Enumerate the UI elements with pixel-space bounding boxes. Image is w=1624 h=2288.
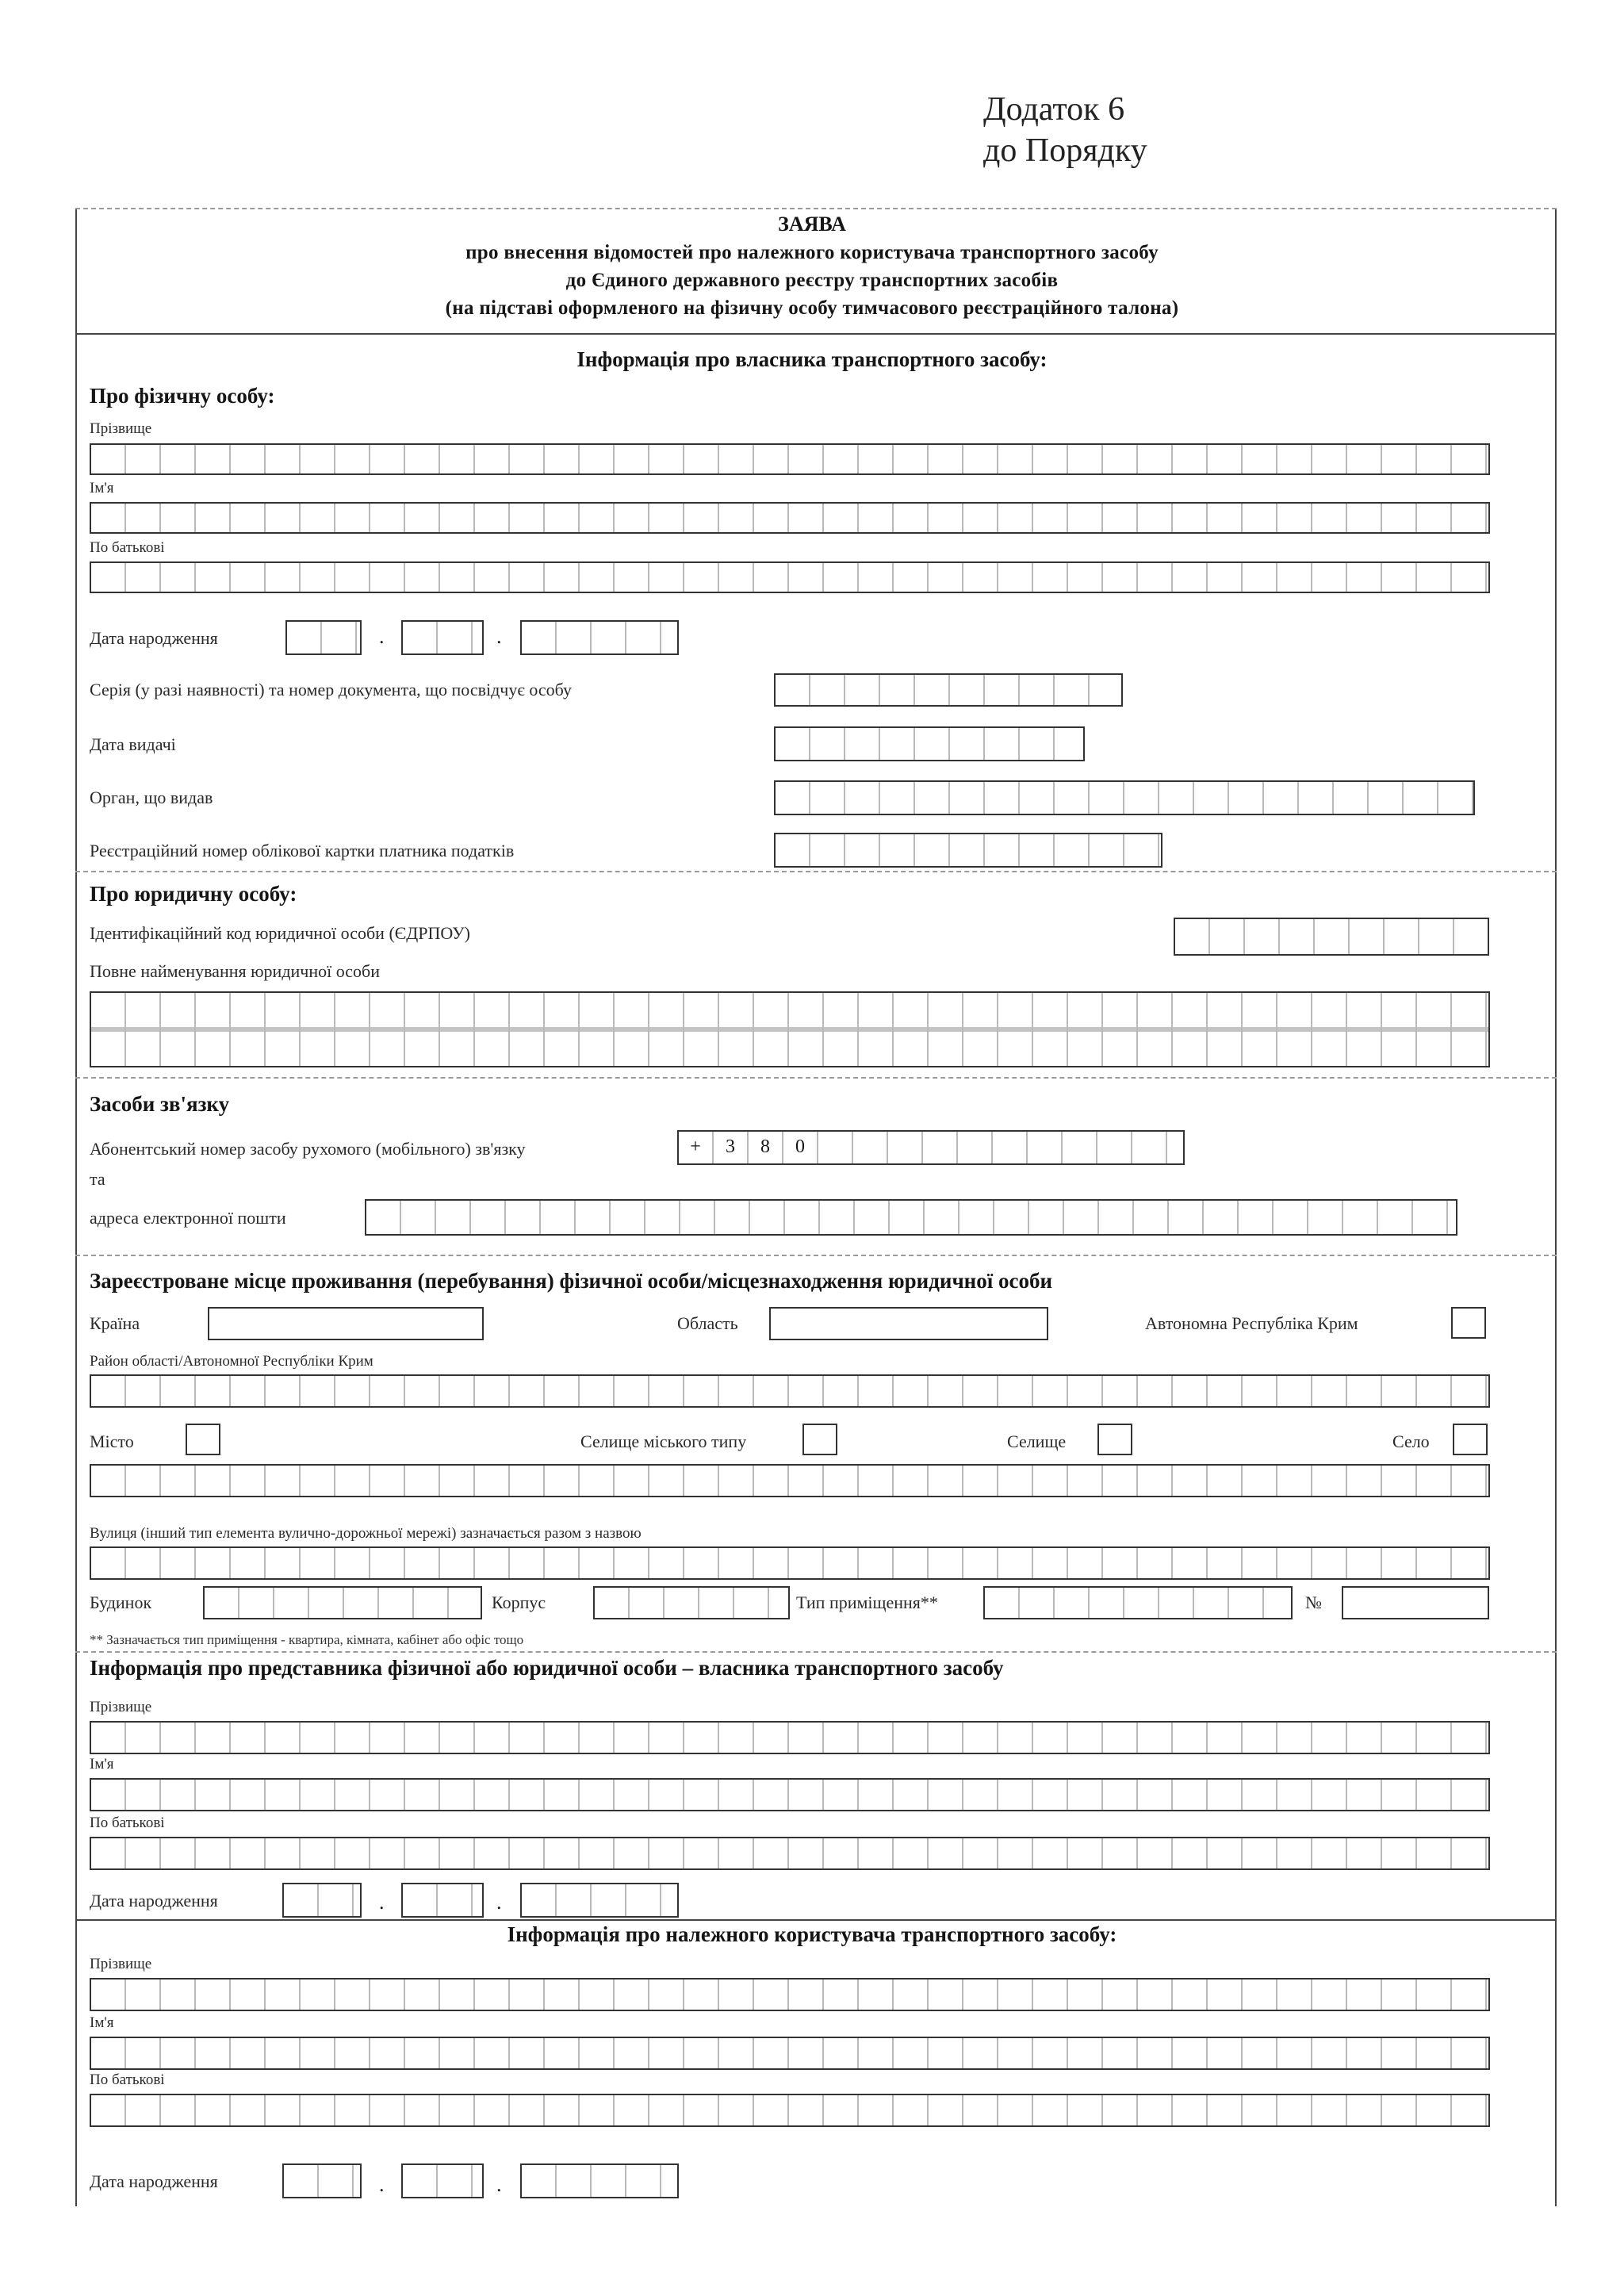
owner-section-title: Інформація про власника транспортного засобу: [576, 347, 1048, 371]
footnote: ** Зазначається тип приміщення - квартира, кімната, кабінет або офіс тощо [90, 1632, 524, 1647]
email-field[interactable] [365, 1199, 1457, 1236]
block-field[interactable] [593, 1586, 790, 1619]
owner-surname-field[interactable] [90, 443, 1490, 475]
user-patronymic-field[interactable] [90, 2094, 1490, 2127]
user-birth-day-field[interactable] [282, 2163, 362, 2198]
district-label: Район області/Автономної Республіки Крим [90, 1353, 373, 1370]
premises-number-field[interactable] [1342, 1586, 1489, 1619]
date-separator: . [379, 1891, 385, 1914]
email-label: адреса електронної пошти [90, 1208, 286, 1228]
user-patronymic-label: По батькові [90, 2071, 165, 2088]
owner-birth-day-field[interactable] [285, 620, 362, 655]
annex-line2: до Порядку [983, 132, 1147, 169]
rep-surname-label: Прізвище [90, 1699, 152, 1715]
number-sign-label: № [1305, 1592, 1322, 1612]
owner-issue-date-field[interactable] [774, 726, 1085, 761]
rep-patronymic-label: По батькові [90, 1815, 165, 1831]
legal-code-field[interactable] [1174, 918, 1489, 956]
settlement-label: Селище [1007, 1431, 1067, 1451]
rep-surname-field[interactable] [90, 1721, 1490, 1754]
rep-name-label: Ім'я [90, 1756, 114, 1773]
user-surname-label: Прізвище [90, 1956, 152, 1972]
date-separator: . [496, 1891, 502, 1914]
owner-birth-year-field[interactable] [520, 620, 679, 655]
district-field[interactable] [90, 1374, 1490, 1408]
street-label: Вулиця (інший тип елемента вулично-дорожньої мережі) зазначається разом з назвою [90, 1525, 642, 1542]
block-label: Корпус [492, 1592, 546, 1612]
legal-code-label: Ідентифікаційний код юридичної особи (ЄДРПОУ) [90, 923, 470, 943]
user-name-label: Ім'я [90, 2014, 114, 2031]
date-separator: . [379, 2173, 385, 2196]
address-divider [75, 1651, 1557, 1653]
top-dashed-border [75, 208, 1557, 209]
representative-divider [75, 1919, 1557, 1921]
village-checkbox[interactable] [1453, 1424, 1488, 1455]
owner-patronymic-label: По батькові [90, 539, 165, 556]
urban-settlement-label: Селище міського типу [580, 1431, 747, 1451]
phone-prefix-plus: + [690, 1136, 701, 1157]
owner-birth-date-label: Дата народження [90, 628, 218, 648]
individual-divider [75, 871, 1557, 872]
crimea-label: Автономна Республіка Крим [1145, 1313, 1358, 1333]
legal-divider [75, 1077, 1557, 1079]
date-separator: . [379, 625, 385, 648]
owner-surname-label: Прізвище [90, 420, 152, 437]
header-divider [75, 333, 1557, 335]
date-separator: . [496, 625, 502, 648]
owner-issuer-field[interactable] [774, 780, 1475, 815]
owner-doc-number-field[interactable] [774, 673, 1123, 707]
legal-name-field[interactable] [90, 991, 1490, 1067]
premises-type-label: Тип приміщення** [796, 1592, 938, 1612]
country-label: Країна [90, 1313, 140, 1333]
owner-tax-number-label: Реєстраційний номер облікової картки платника податків [90, 841, 515, 860]
phone-prefix-digit: 0 [795, 1136, 805, 1157]
owner-patronymic-field[interactable] [90, 561, 1490, 593]
urban-settlement-checkbox[interactable] [802, 1424, 837, 1455]
rep-birth-year-field[interactable] [520, 1883, 679, 1918]
owner-name-field[interactable] [90, 502, 1490, 534]
settlement-checkbox[interactable] [1097, 1424, 1132, 1455]
phone-prefix-digit: 8 [760, 1136, 770, 1157]
form-title: ЗАЯВА [778, 213, 846, 236]
phone-prefix-digit: 3 [726, 1136, 735, 1157]
premises-type-field[interactable] [983, 1586, 1293, 1619]
user-section-title: Інформація про належного користувача транспортного засобу: [507, 1922, 1117, 1946]
owner-issue-date-label: Дата видачі [90, 734, 176, 754]
user-birth-month-field[interactable] [401, 2163, 484, 2198]
country-field[interactable] [208, 1307, 484, 1340]
frame-left-border [75, 208, 77, 2206]
form-subtitle-2: до Єдиного державного реєстру транспортних засобів [565, 270, 1059, 291]
owner-doc-number-label: Серія (у разі наявності) та номер документа, що посвідчує особу [90, 680, 572, 699]
legal-name-label: Повне найменування юридичної особи [90, 961, 381, 981]
individual-title: Про фізичну особу: [90, 384, 275, 408]
user-surname-field[interactable] [90, 1978, 1490, 2011]
representative-title: Інформація про представника фізичної або юридичної особи – власника транспортного засобу [90, 1656, 1004, 1680]
user-birth-date-label: Дата народження [90, 2171, 218, 2191]
and-label: та [90, 1169, 105, 1189]
date-separator: . [496, 2173, 502, 2196]
contacts-title: Засоби зв'язку [90, 1092, 230, 1116]
street-field[interactable] [90, 1546, 1490, 1580]
building-field[interactable] [203, 1586, 482, 1619]
form-subtitle-1: про внесення відомостей про належного користувача транспортного засобу [465, 242, 1159, 263]
crimea-checkbox[interactable] [1451, 1307, 1486, 1339]
legal-title: Про юридичну особу: [90, 882, 297, 906]
rep-birth-date-label: Дата народження [90, 1891, 218, 1910]
owner-birth-month-field[interactable] [401, 620, 484, 655]
locality-name-field[interactable] [90, 1464, 1490, 1497]
rep-birth-month-field[interactable] [401, 1883, 484, 1918]
form-subtitle-3: (на підставі оформленого на фізичну особу тимчасового реєстраційного талона) [445, 297, 1179, 319]
rep-birth-day-field[interactable] [282, 1883, 362, 1918]
contacts-divider [75, 1255, 1557, 1256]
user-name-field[interactable] [90, 2037, 1490, 2070]
user-birth-year-field[interactable] [520, 2163, 679, 2198]
building-label: Будинок [90, 1592, 152, 1612]
phone-label: Абонентський номер засобу рухомого (мобільного) зв'язку [90, 1139, 526, 1159]
frame-right-border [1555, 208, 1557, 2206]
city-label: Місто [90, 1431, 134, 1451]
address-title: Зареєстроване місце проживання (перебування) фізичної особи/місцезнаходження юридичної особи [90, 1269, 1053, 1293]
annex-line1: Додаток 6 [983, 91, 1125, 128]
phone-field[interactable] [677, 1130, 1185, 1165]
rep-name-field[interactable] [90, 1778, 1490, 1811]
region-label: Область [677, 1313, 738, 1333]
village-label: Село [1392, 1431, 1430, 1451]
owner-name-label: Ім'я [90, 480, 114, 496]
owner-issuer-label: Орган, що видав [90, 788, 213, 807]
city-checkbox[interactable] [186, 1424, 220, 1455]
owner-tax-number-field[interactable] [774, 833, 1162, 868]
rep-patronymic-field[interactable] [90, 1837, 1490, 1870]
region-field[interactable] [769, 1307, 1048, 1340]
